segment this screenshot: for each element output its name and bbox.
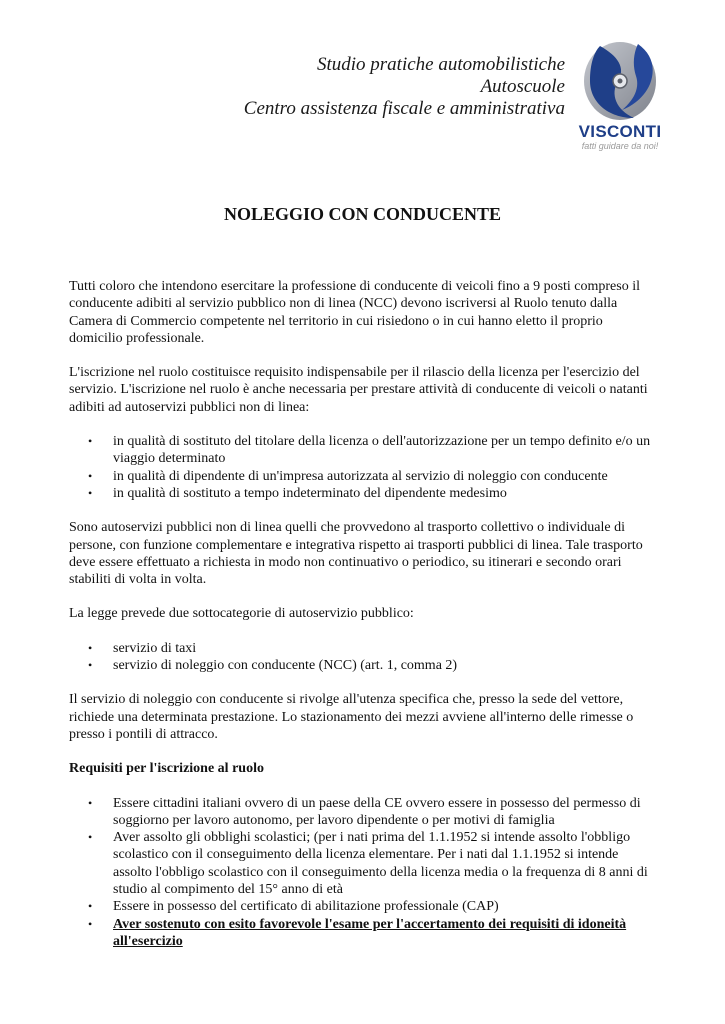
list-item-text: Essere cittadini italiani ovvero di un paese della CE ovvero essere in possesso del permesso di soggiorno per lavoro autonomo, per lavoro dipendente o per motivi di famiglia	[113, 795, 641, 828]
bullet-icon: •	[88, 468, 93, 483]
list-item	[69, 916, 659, 951]
list-item-text: Essere in possesso del certificato di abilitazione professionale (CAP)	[113, 899, 499, 915]
list-item-text: servizio di taxi	[113, 640, 197, 656]
list-item	[69, 657, 659, 674]
visconti-logo	[578, 40, 662, 160]
ruoli-list	[69, 433, 659, 502]
bullet-icon: •	[88, 434, 93, 449]
list-item-text: servizio di noleggio con conducente (NCC) (art. 1, comma 2)	[113, 658, 458, 674]
header-line-2: Autoscuole	[480, 76, 565, 97]
list-item	[69, 829, 659, 898]
list-item-text: in qualità di dipendente di un'impresa autorizzata al servizio di noleggio con conducente	[113, 468, 608, 484]
list-item	[69, 898, 659, 915]
list-item-text-emphasis: Aver sostenuto con esito favorevole l'esame per l'accertamento dei requisiti di idoneità all'esercizio	[113, 916, 627, 949]
bullet-icon: •	[88, 916, 93, 931]
paragraph-intro: Tutti coloro che intendono esercitare la professione di conducente di veicoli fino a 9 posti compreso il conducente adibiti al servizio pubblico non di linea (NCC) devono iscriversi al Ruolo tenuto dalla Camera di Commercio competente nel territorio in cui risiedono o in cui hanno eletto il proprio domicilio professionale.	[69, 279, 640, 346]
logo-slogan: fatti guidare da noi!	[581, 141, 659, 151]
list-item-text: in qualità di sostituto a tempo indeterminato del dipendente medesimo	[113, 485, 507, 501]
header-line-3: Centro assistenza fiscale e amministrativa	[243, 98, 565, 119]
bullet-icon: •	[88, 640, 93, 655]
logo-emblem-icon	[578, 40, 662, 122]
bullet-icon: •	[88, 795, 93, 810]
list-item-text: Aver assolto gli obblighi scolastici; (per i nati prima del 1.1.1952 si intende assolto l'obbligo scolastico con il conseguimento della licenza elementare. Per i nati dal 1.1.1952 si intende assolto l'obbligo scolastico con il conseguimento della licenza media o la frequenza di 8 anni di studio al compimento del 15° anno di età	[113, 830, 648, 898]
list-item	[69, 640, 659, 657]
bullet-icon: •	[88, 899, 93, 914]
paragraph-autoservizi: Sono autoservizi pubblici non di linea quelli che provvedono al trasporto collettivo o individuale di persone, con funzione complementare e integrativa rispetto ai trasporti pubblici di linea. Tale trasporto deve essere effettuato a richiesta in modo non continuativo o periodico, su itinerari e secondo orari stabiliti di volta in volta.	[69, 520, 643, 588]
header-text	[244, 54, 565, 120]
logo-name: VISCONTI	[578, 122, 662, 141]
paragraph-iscrizione: L'iscrizione nel ruolo costituisce requisito indispensabile per il rilascio della licenza per l'esercizio del servizio. L'iscrizione nel ruolo è anche necessaria per prestare attività di conducente di veicoli o natanti adibiti ad autoservizi pubblici non di linea:	[69, 365, 648, 415]
list-item	[69, 468, 659, 485]
list-item-text: in qualità di sostituto del titolare della licenza o dell'autorizzazione per un tempo definito e/o un viaggio determinato	[113, 434, 651, 467]
requisiti-list	[69, 795, 659, 951]
paragraph-ncc: Il servizio di noleggio con conducente si rivolge all'utenza specifica che, presso la sede del vettore, richiede una determinata prestazione. Lo stazionamento dei mezzi avviene all'interno delle rimesse o presso i pontili di attracco.	[69, 692, 634, 742]
document-title: NOLEGGIO CON CONDUCENTE	[223, 204, 502, 224]
bullet-icon: •	[88, 830, 93, 845]
paragraph-sottocategorie: La legge prevede due sottocategorie di autoservizio pubblico:	[69, 606, 414, 622]
list-item	[69, 433, 659, 468]
document-body	[69, 278, 659, 967]
bullet-icon: •	[88, 658, 93, 673]
requisiti-heading: Requisiti per l'iscrizione al ruolo	[69, 761, 264, 777]
bullet-icon: •	[88, 485, 93, 500]
header-line-1: Studio pratiche automobilistiche	[316, 54, 565, 75]
list-item	[69, 795, 659, 830]
sottocategorie-list	[69, 640, 659, 675]
list-item	[69, 485, 659, 502]
